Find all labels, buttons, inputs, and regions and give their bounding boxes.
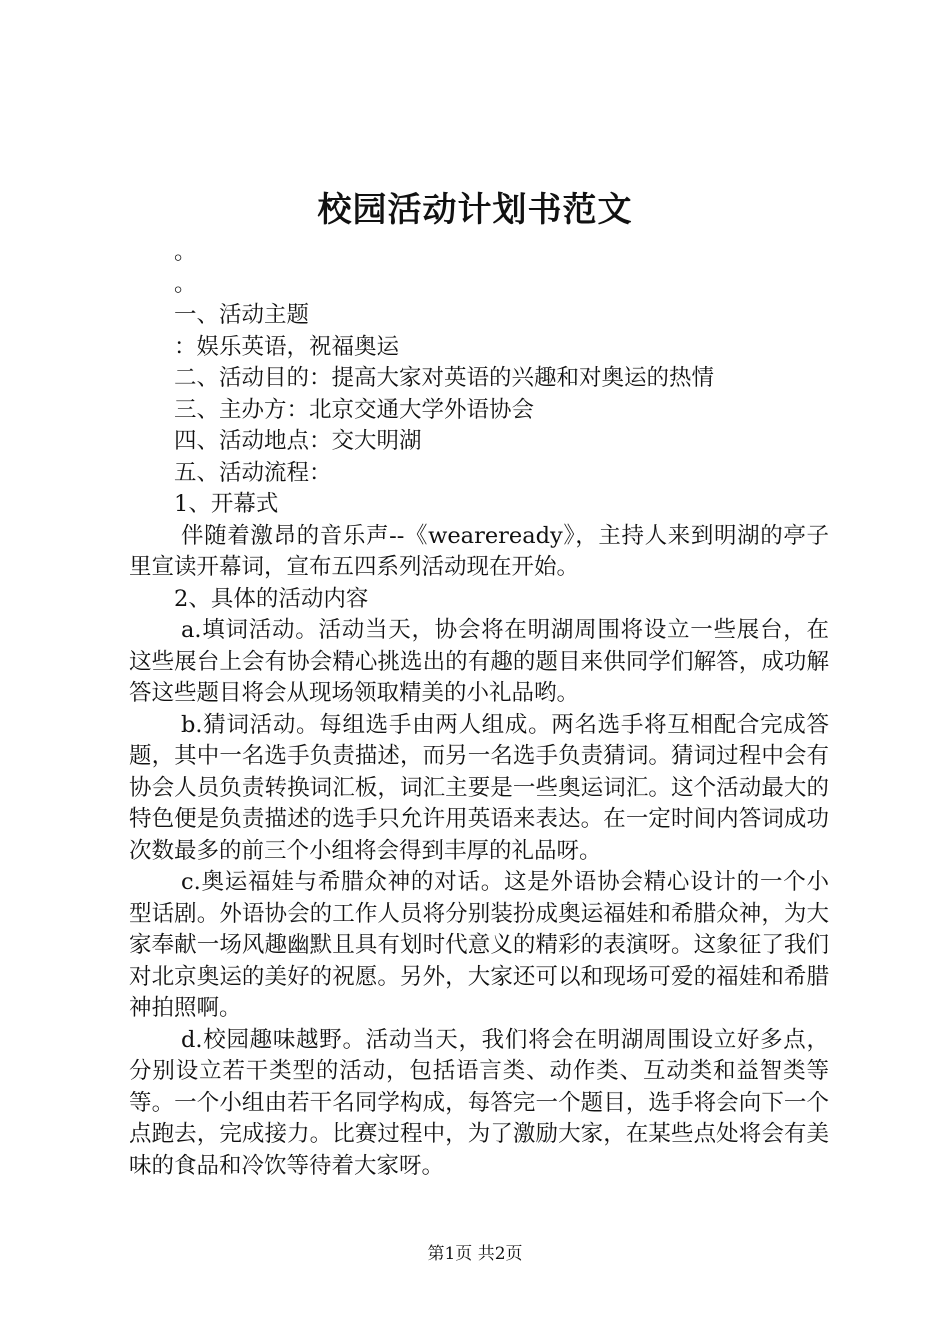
paragraph-activity-a: a.填词活动。活动当天，协会将在明湖周围将设立一些展台，在这些展台上会有协会精心挑选出的有趣的题目来供同学们解答，成功解答这些题目将会从现场领取精美的小礼品哟。 [129, 617, 829, 706]
text-line-dot-2: 。 [174, 270, 197, 297]
theme-value: ：娱乐英语，祝福奥运 [174, 333, 400, 360]
section-purpose: 二、活动目的：提高大家对英语的兴趣和对奥运的热情 [174, 365, 715, 391]
section-heading-theme: 一、活动主题 [174, 302, 310, 328]
subsection-opening: 1、开幕式 [174, 491, 279, 517]
paragraph-activity-d: d.校园趣味越野。活动当天，我们将会在明湖周围设立好多点，分别设立若干类型的活动，包括语言类、动作类、互动类和益智类等等。一个小组由若干名同学构成，每答完一个题目，选手将会向下一个点跑去，完成接力。比赛过程中，为了激励大家，在某些点处将会有美味的食品和冷饮等待着大家呀。 [129, 1026, 829, 1179]
subsection-content-heading: 2、具体的活动内容 [174, 585, 369, 612]
document-body [129, 237, 829, 1182]
section-host: 三、主办方：北京交通大学外语协会 [174, 396, 535, 423]
page-number-footer: 第1页 共2页 [427, 1244, 523, 1264]
paragraph-activity-b: b.猜词活动。每组选手由两人组成。两名选手将互相配合完成答题，其中一名选手负责描述，而另一名选手负责猜词。猜词过程中会有协会人员负责转换词汇板，词汇主要是一些奥运词汇。这个活动最大的特色便是负责描述的选手只允许用英语来表达。在一定时间内答词成功次数最多的前三个小组将会得到丰厚的礼品呀。 [129, 711, 829, 864]
document-title: 校园活动计划书范文 [317, 190, 633, 230]
paragraph-opening: 伴随着激昂的音乐声--《weareready》，主持人来到明湖的亭子里宣读开幕词，宣布五四系列活动现在开始。 [129, 522, 829, 580]
text-line-dot-1: 。 [174, 239, 197, 265]
paragraph-activity-c: c.奥运福娃与希腊众神的对话。这是外语协会精心设计的一个小型话剧。外语协会的工作人员将分别装扮成奥运福娃和希腊众神，为大家奉献一场风趣幽默且具有划时代意义的精彩的表演呀。这象征了我们对北京奥运的美好的祝愿。另外，大家还可以和现场可爱的福娃和希腊神拍照啊。 [129, 869, 829, 1021]
section-process: 五、活动流程： [174, 459, 332, 486]
section-location: 四、活动地点：交大明湖 [174, 428, 422, 454]
